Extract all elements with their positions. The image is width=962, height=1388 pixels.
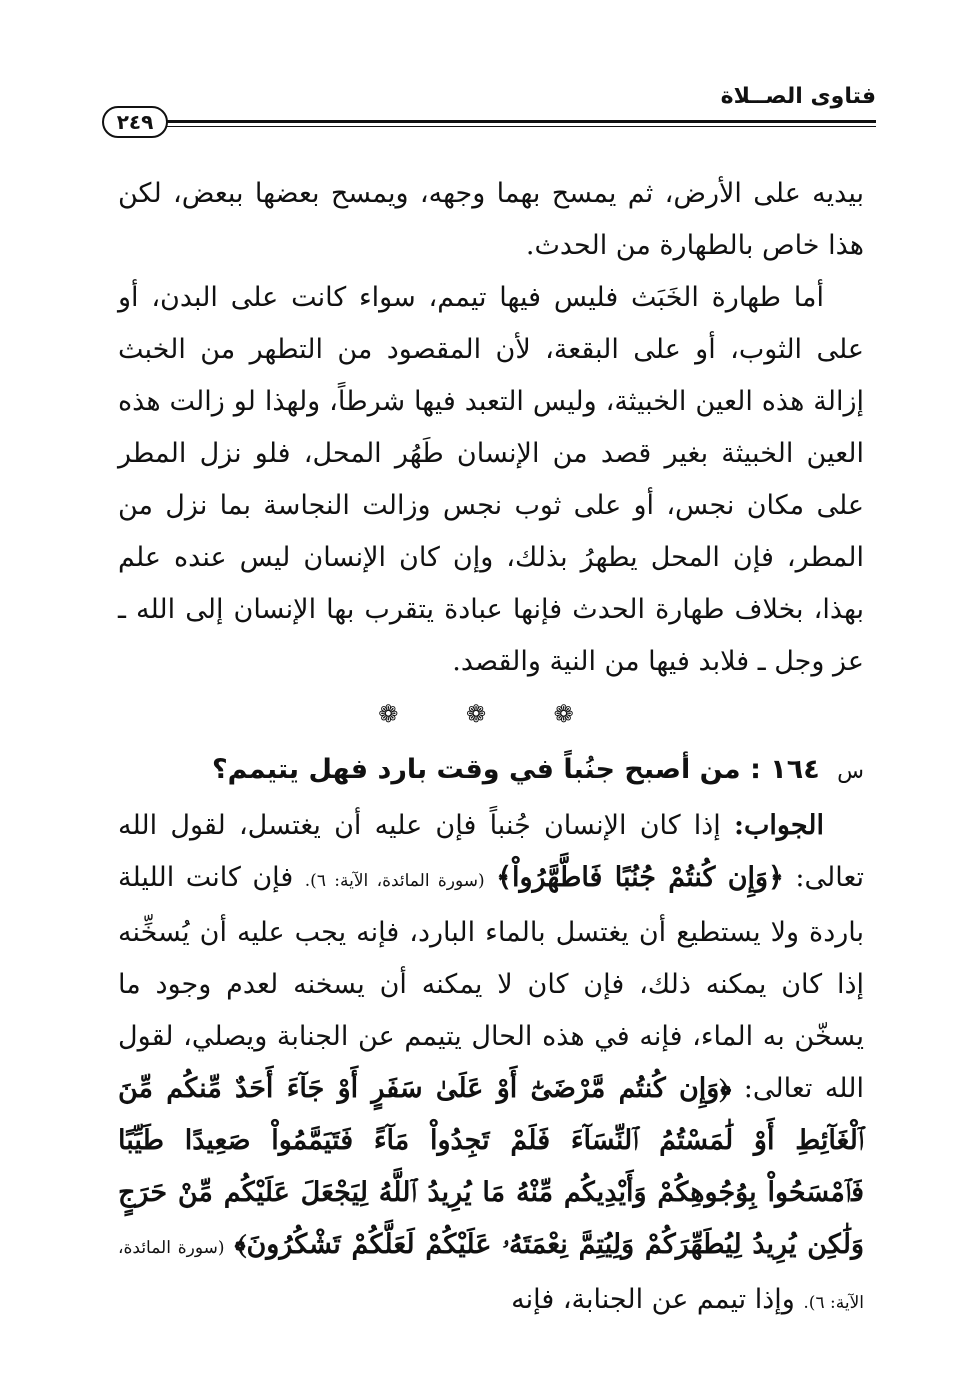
quran-verse-1: ﴿وَإِن كُنتُمْ جُنُبًا فَاطَّهَّرُواْ﴾ <box>496 862 784 893</box>
question-colon: : <box>750 754 761 785</box>
verse-reference-1: (سورة المائدة، الآية: ٦). <box>304 871 485 891</box>
question-number: ١٦٤ <box>770 754 820 785</box>
answer-text-3: وإذا تيمم عن الجنابة، فإنه <box>511 1284 795 1315</box>
question-marker: س <box>837 759 864 784</box>
quran-verse-2: ﴿وَإِن كُنتُم مَّرْضَىٰٓ أَوْ عَلَىٰ سَفَرٍ أَوْ جَآءَ أَحَدٌ مِّنكُم مِّنَ ٱلْغَآئِطِ أَوْ لَٰمَسْتُمُ ٱلنِّسَآءَ فَلَمْ تَجِدُواْ مَآءً فَتَيَمَّمُواْ صَعِيدًا طَيِّبًا فَٱمْسَحُواْ بِوُجُوهِكُمْ وَأَيْدِيكُم مِّنْهُ مَا يُرِيدُ ٱللَّهُ لِيَجْعَلَ عَلَيْكُم مِّنْ حَرَجٍ وَلَٰكِن يُرِيدُ لِيُطَهِّرَكُمْ وَلِيُتِمَّ نِعْمَتَهُۥ عَلَيْكُمْ لَعَلَّكُمْ تَشْكُرُونَ﴾ <box>118 1073 864 1260</box>
paragraph-1: بيديه على الأرض، ثم يمسح بهما وجهه، ويمسح بعضها ببعض، لكن هذا خاص بالطهارة من الحدث. <box>118 178 864 261</box>
header-rule-thin <box>166 126 876 127</box>
header-title: فتاوى الصــلاة <box>720 84 876 109</box>
paragraph-2: أما طهارة الخَبَث فليس فيها تيمم، سواء كانت على البدن، أو على الثوب، أو على البقعة، لأن المقصود من التطهر من الخبث إزالة هذه العين الخبيثة، وليس التعبد فيها شرطاً، ولهذا لو زالت هذه العين الخبيثة بغير قصد من الإنسان طَهُر المحل، فلو نزل المطر على مكان نجس، أو على ثوب نجس وزالت النجاسة بما نزل من المطر، فإن المحل يطهرُ بذلك، وإن كان الإنسان ليس عنده علم بهذا، بخلاف طهارة الحدث فإنها عبادة يتقرب بها الإنسان إلى الله ـ عز وجل ـ فلابد فيها من النية والقصد. <box>118 282 864 677</box>
answer-label: الجواب: <box>734 810 824 841</box>
question-heading <box>118 742 864 800</box>
page-body <box>118 168 864 1329</box>
answer-text-1: إذا كان الإنسان جُنباً فإن عليه أن يغتسل، لقول الله تعالى: <box>118 810 864 893</box>
answer-paragraph <box>118 800 864 1329</box>
section-separator: ❁ ❁ ❁ <box>378 700 604 728</box>
page-number: ٢٤٩ <box>102 106 168 138</box>
running-header <box>96 84 876 144</box>
question-text: من أصبح جنُباً في وقت بارد فهل يتيمم؟ <box>211 754 741 785</box>
answer-text-2: فإن كانت الليلة باردة ولا يستطيع أن يغتسل بالماء البارد، فإنه يجب عليه أن يُسخِّنه إذا كان يمكنه ذلك، فإن كان لا يمكنه أن يسخنه لعدم وجود ما يسخّن به الماء، فإنه في هذه الحال يتيمم عن الجنابة ويصلي، لقول الله تعالى: <box>118 862 864 1104</box>
verse-reference-2: (سورة المائدة، الآية: ٦). <box>118 1238 864 1313</box>
header-rule-thick <box>166 120 876 123</box>
